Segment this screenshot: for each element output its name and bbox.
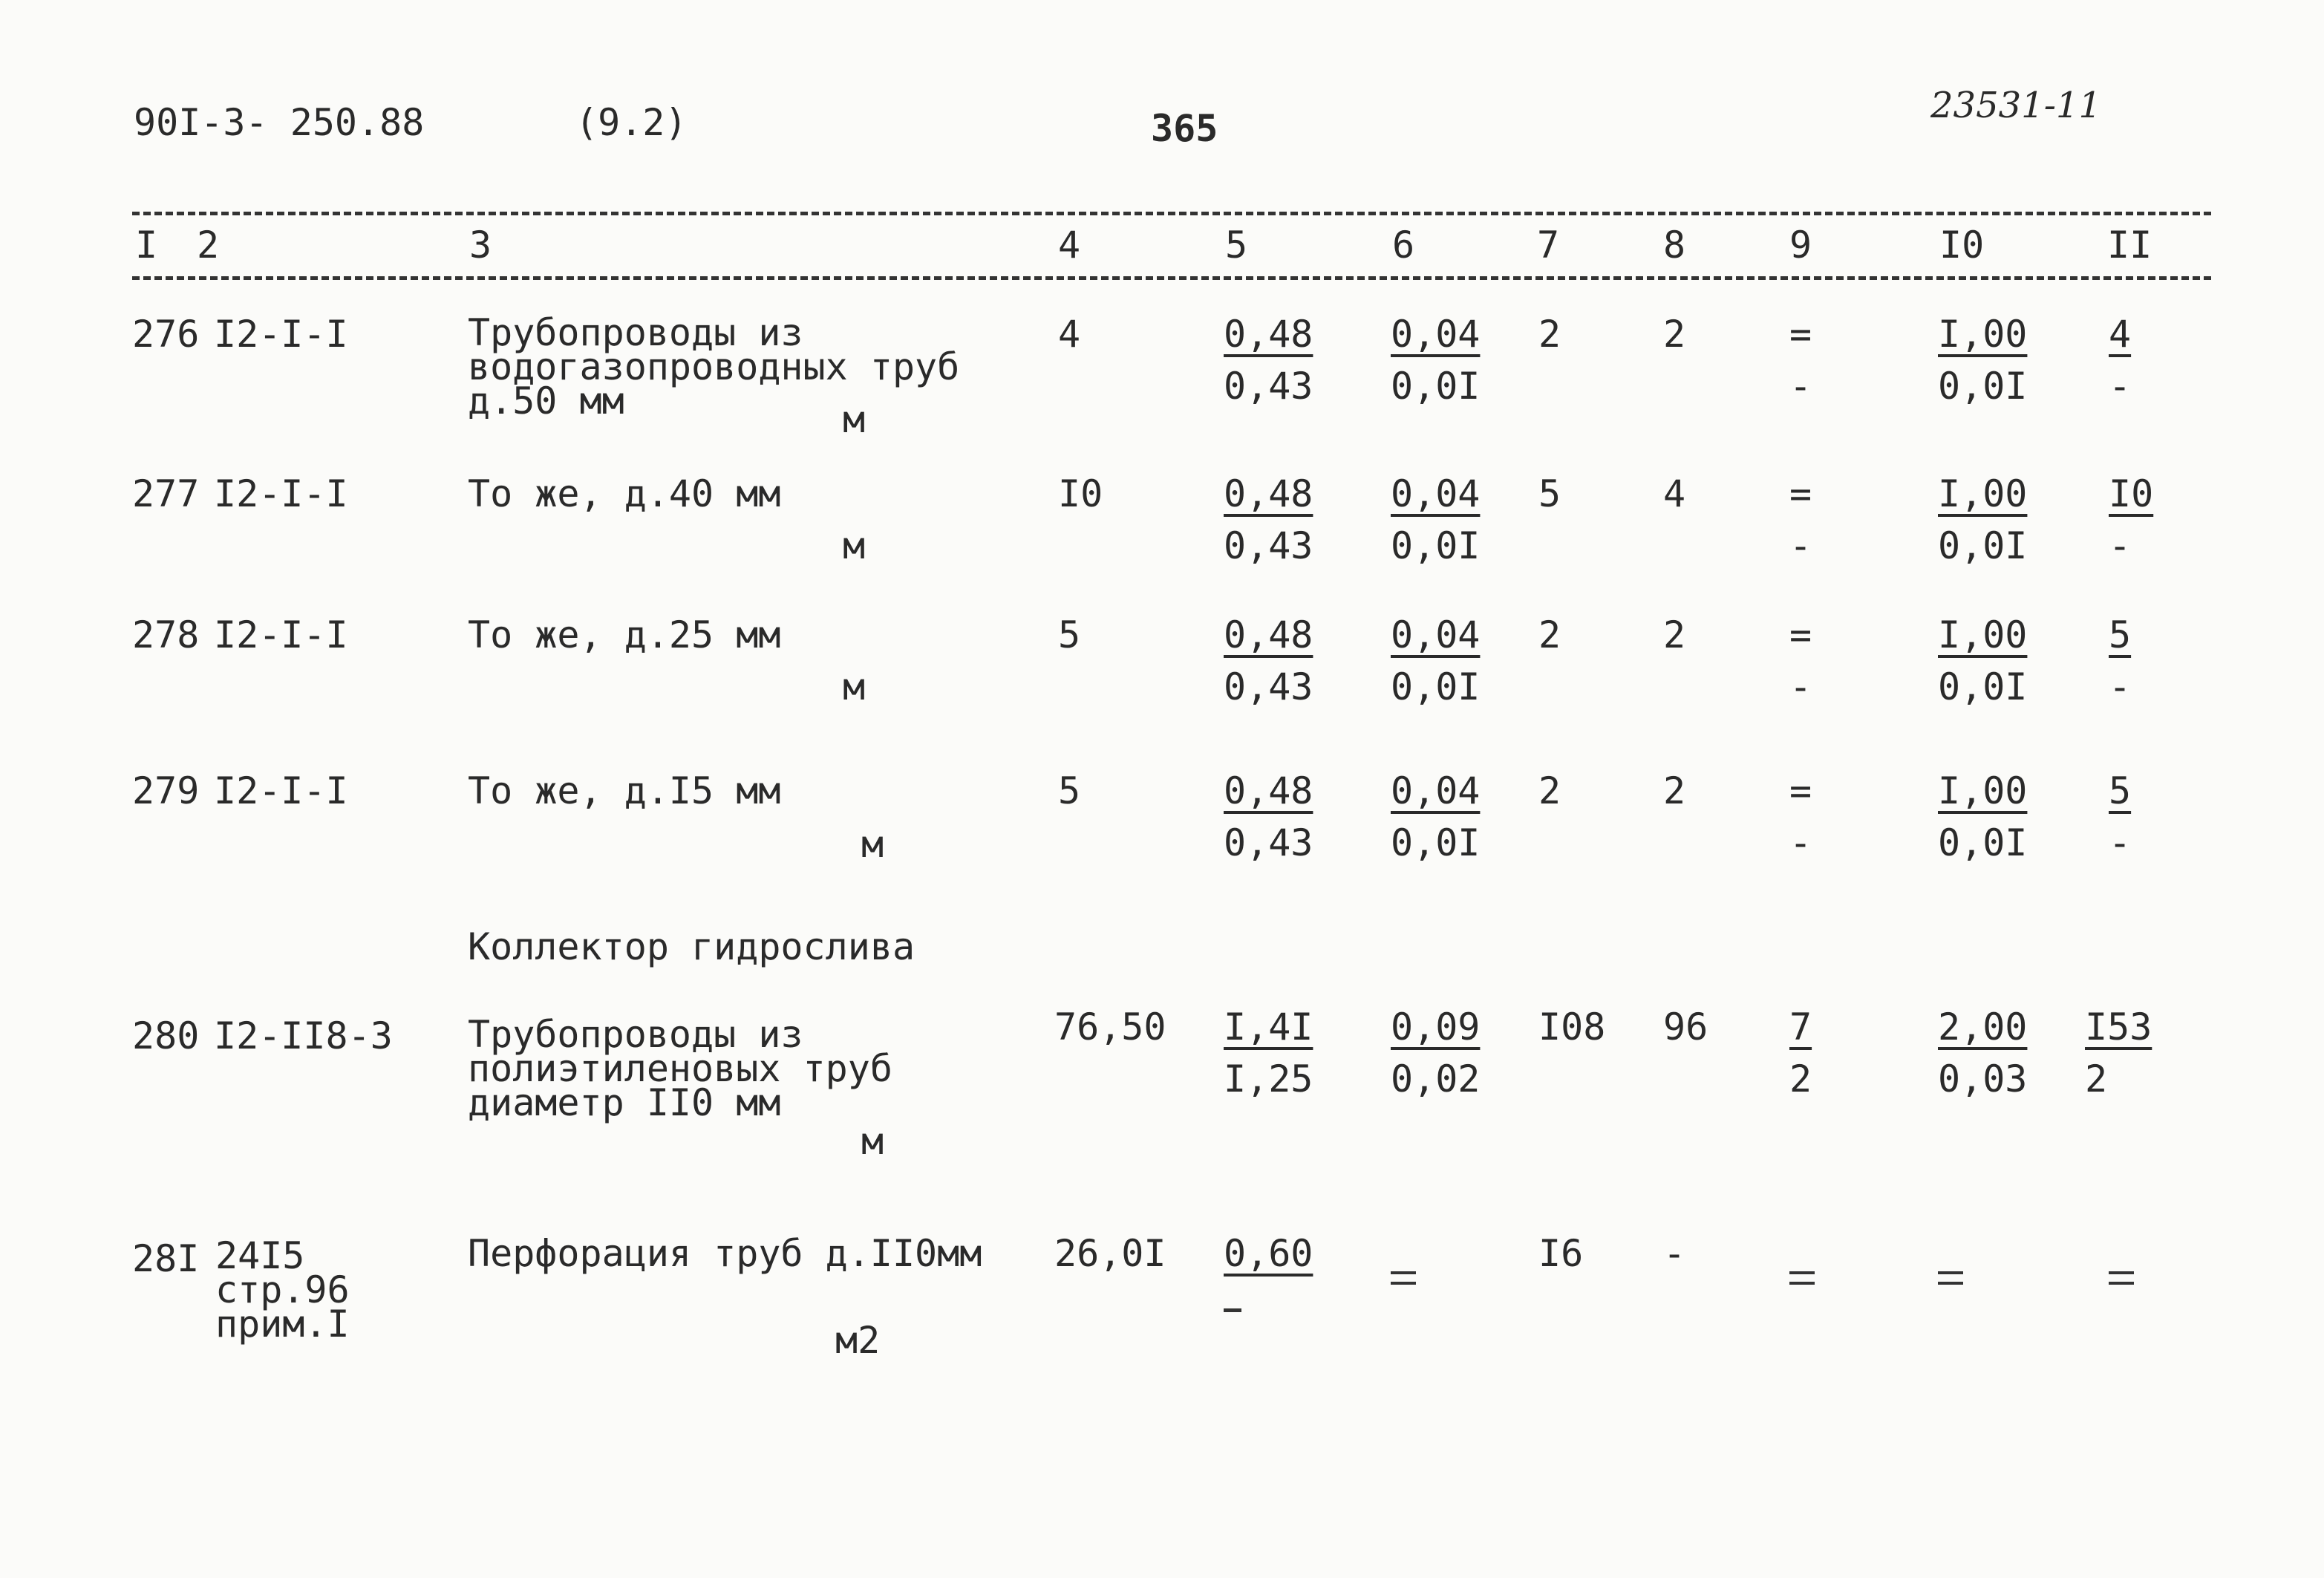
row-code: I2-I-I <box>214 613 348 656</box>
col10-ditto <box>1938 1253 1963 1291</box>
description-line: диаметр II0 мм <box>468 1081 781 1124</box>
col-header-5: 5 <box>1225 224 1248 267</box>
col11-bottom: 2 <box>2085 1057 2108 1101</box>
col-header-10: I0 <box>1939 224 1985 267</box>
col5-bottom: 0,43 <box>1224 524 1313 567</box>
col9-bottom: 2 <box>1789 1057 1812 1101</box>
col11-bottom: - <box>2109 821 2132 864</box>
col10-top: I,00 <box>1938 313 2028 356</box>
col8-value: 2 <box>1663 613 1686 656</box>
col9-ditto <box>1789 1253 1815 1291</box>
code-line: прим.I <box>215 1302 350 1346</box>
page-number: 365 <box>1151 107 1218 150</box>
row-quantity: 4 <box>1058 313 1081 356</box>
col10-top: I,00 <box>1938 613 2028 656</box>
col6-bottom: 0,0I <box>1391 524 1481 567</box>
row-description: То же, д.40 мм <box>468 472 781 515</box>
row-number: 280 <box>132 1014 200 1057</box>
row-unit: м <box>843 398 866 441</box>
col7-value: 2 <box>1538 769 1561 812</box>
col-header-1: I <box>135 224 158 267</box>
description-line: Трубопроводы из <box>468 311 803 354</box>
col7-value: I08 <box>1538 1005 1606 1049</box>
section-number: (9.2) <box>575 101 688 144</box>
col8-value: - <box>1663 1232 1686 1275</box>
header-bottom-rule <box>132 276 2211 280</box>
col9-top: = <box>1789 313 1812 356</box>
col-header-4: 4 <box>1058 224 1081 267</box>
row-code: I2-I-I <box>214 769 348 812</box>
col6-top: 0,04 <box>1391 313 1481 356</box>
col5-top: 0,48 <box>1224 613 1313 656</box>
col5-top: I,4I <box>1224 1005 1313 1049</box>
col11-bottom: - <box>2109 665 2132 708</box>
col8-value: 96 <box>1663 1005 1708 1049</box>
col5-top: 0,48 <box>1224 313 1313 356</box>
row-description: То же, д.25 мм <box>468 613 781 656</box>
col6-top: 0,04 <box>1391 769 1481 812</box>
col6-ditto <box>1391 1253 1416 1291</box>
col10-top: 2,00 <box>1938 1005 2028 1049</box>
col11-top: I53 <box>2085 1005 2152 1049</box>
col9-bottom: - <box>1789 821 1812 864</box>
row-code <box>215 1234 350 1346</box>
col-header-2: 2 <box>197 224 220 267</box>
description-line: Трубопроводы из <box>468 1013 803 1056</box>
description-line: полиэтиленовых труб <box>468 1047 892 1090</box>
row-number: 277 <box>132 472 200 515</box>
col10-top: I,00 <box>1938 472 2028 515</box>
col5-bottom: 0,43 <box>1224 821 1313 864</box>
col7-value: 2 <box>1538 313 1561 356</box>
col9-bottom: - <box>1789 524 1812 567</box>
col-header-9: 9 <box>1789 224 1812 267</box>
col6-bottom: 0,0I <box>1391 665 1481 708</box>
row-number: 28I <box>132 1237 200 1280</box>
row-unit: м2 <box>835 1319 881 1362</box>
col9-top: 7 <box>1789 1005 1812 1049</box>
col10-top: I,00 <box>1938 769 2028 812</box>
row-number: 279 <box>132 769 200 812</box>
col-header-6: 6 <box>1392 224 1415 267</box>
col7-value: I6 <box>1538 1232 1584 1275</box>
col9-bottom: - <box>1789 365 1812 408</box>
col6-bottom: 0,0I <box>1391 821 1481 864</box>
code-line: стр.96 <box>215 1268 350 1311</box>
doc-code: 90I-3- 250.88 <box>134 101 425 144</box>
col8-value: 2 <box>1663 313 1686 356</box>
section-title: Коллектор гидрослива <box>468 925 915 968</box>
col9-top: = <box>1789 472 1812 515</box>
row-quantity: 5 <box>1058 613 1081 656</box>
col7-value: 2 <box>1538 613 1561 656</box>
col11-bottom: - <box>2109 365 2132 408</box>
col11-top: 5 <box>2109 769 2132 812</box>
row-unit: м <box>861 1120 884 1163</box>
row-unit: м <box>861 823 884 866</box>
handwritten-number: 23531-11 <box>1930 85 2101 126</box>
col5-bottom: 0,43 <box>1224 665 1313 708</box>
col10-bottom: 0,0I <box>1938 524 2028 567</box>
col11-top: I0 <box>2109 472 2154 515</box>
col-header-11: II <box>2107 224 2152 267</box>
col5-bottom: 0,43 <box>1224 365 1313 408</box>
col11-bottom: - <box>2109 524 2132 567</box>
col5-top: 0,60 <box>1224 1232 1313 1275</box>
col9-bottom: - <box>1789 665 1812 708</box>
col10-bottom: 0,0I <box>1938 665 2028 708</box>
col5-top: 0,48 <box>1224 769 1313 812</box>
col5-top: 0,48 <box>1224 472 1313 515</box>
col10-bottom: 0,0I <box>1938 821 2028 864</box>
col10-bottom: 0,03 <box>1938 1057 2028 1101</box>
row-unit: м <box>843 665 866 708</box>
row-quantity: I0 <box>1058 472 1103 515</box>
row-unit: м <box>843 524 866 567</box>
row-quantity: 76,50 <box>1054 1005 1166 1049</box>
col6-bottom: 0,0I <box>1391 365 1481 408</box>
row-number: 278 <box>132 613 200 656</box>
col11-top: 4 <box>2109 313 2132 356</box>
col8-value: 4 <box>1663 472 1686 515</box>
col5-bottom: I,25 <box>1224 1057 1313 1101</box>
col6-top: 0,09 <box>1391 1005 1481 1049</box>
col-header-8: 8 <box>1663 224 1686 267</box>
col5-bottom-dash <box>1224 1289 1241 1326</box>
col9-top: = <box>1789 613 1812 656</box>
row-quantity: 26,0I <box>1054 1232 1166 1275</box>
col8-value: 2 <box>1663 769 1686 812</box>
row-code: I2-II8-3 <box>214 1014 393 1057</box>
row-number: 276 <box>132 313 200 356</box>
description-line: д.50 мм <box>468 379 624 423</box>
header-top-rule <box>132 212 2211 215</box>
description-line: водогазопроводных труб <box>468 345 960 388</box>
row-description <box>468 311 960 423</box>
col7-value: 5 <box>1538 472 1561 515</box>
col-header-7: 7 <box>1537 224 1560 267</box>
col6-top: 0,04 <box>1391 472 1481 515</box>
col9-top: = <box>1789 769 1812 812</box>
col6-bottom: 0,02 <box>1391 1057 1481 1101</box>
col11-top: 5 <box>2109 613 2132 656</box>
col10-bottom: 0,0I <box>1938 365 2028 408</box>
row-quantity: 5 <box>1058 769 1081 812</box>
row-code: I2-I-I <box>214 472 348 515</box>
row-description <box>468 1013 892 1124</box>
col11-ditto <box>2109 1253 2134 1291</box>
col-header-3: 3 <box>469 224 492 267</box>
row-description: То же, д.I5 мм <box>468 769 781 812</box>
code-line: 24I5 <box>215 1234 305 1277</box>
col6-top: 0,04 <box>1391 613 1481 656</box>
row-code: I2-I-I <box>214 313 348 356</box>
row-description: Перфорация труб д.II0мм <box>468 1232 982 1275</box>
